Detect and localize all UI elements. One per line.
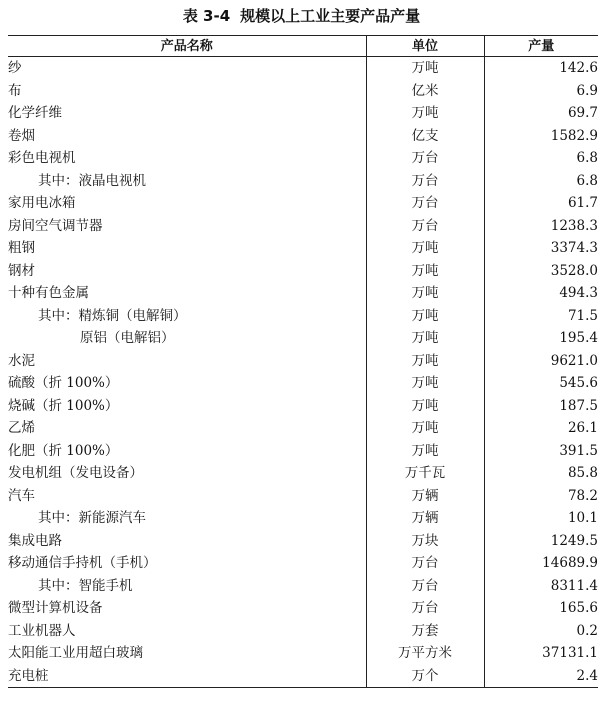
unit-cell: 万平方米	[366, 642, 484, 665]
unit-cell: 亿支	[366, 125, 484, 148]
table-body	[8, 57, 598, 688]
product-name-cell: 家用电冰箱	[8, 195, 76, 211]
product-name-cell: 化学纤维	[8, 105, 62, 121]
output-value-cell: 142.6	[484, 57, 598, 80]
table-row	[8, 147, 598, 170]
table-row	[8, 372, 598, 395]
product-name-cell: 充电桩	[8, 665, 366, 688]
table-title-text: 规模以上工业主要产品产量	[240, 7, 421, 25]
output-value-cell: 1249.5	[484, 530, 598, 553]
product-name-cell: 其中：液晶电视机	[38, 172, 146, 189]
product-name-cell: 乙烯	[8, 420, 35, 436]
product-name-cell: 其中：精炼铜（电解铜）	[38, 307, 187, 324]
output-value-cell: 69.7	[484, 102, 598, 125]
output-value-cell: 14689.9	[484, 552, 598, 575]
output-value-cell: 0.2	[484, 620, 598, 643]
unit-cell: 万台	[366, 552, 484, 575]
output-value-cell: 37131.1	[484, 642, 598, 665]
product-name-cell: 集成电路	[8, 532, 62, 549]
output-value-cell: 78.2	[484, 485, 598, 508]
product-name-cell: 卷烟	[8, 127, 35, 144]
table-row	[8, 260, 598, 283]
unit-cell: 万台	[366, 215, 484, 238]
output-value-cell: 1238.3	[484, 215, 598, 238]
unit-cell: 万套	[366, 620, 484, 643]
product-name-cell: 原铝（电解铝）	[80, 330, 175, 346]
output-value-cell: 71.5	[484, 305, 598, 328]
product-name-cell: 房间空气调节器	[8, 217, 103, 234]
unit-cell: 万吨	[366, 350, 484, 373]
table-row	[8, 462, 598, 485]
unit-cell: 万个	[366, 665, 484, 688]
output-value-cell: 61.7	[484, 192, 598, 215]
output-value-cell: 3528.0	[484, 260, 598, 283]
table-row	[8, 170, 598, 193]
table-row	[8, 305, 598, 328]
unit-cell: 万吨	[366, 440, 484, 463]
table-header-row	[8, 36, 598, 57]
output-value-cell: 187.5	[484, 395, 598, 418]
table-row	[8, 417, 598, 440]
table-row	[8, 575, 598, 598]
product-name-cell: 钢材	[8, 262, 35, 279]
product-name-cell: 其中：新能源汽车	[38, 510, 146, 526]
column-header-unit: 单位	[366, 36, 484, 57]
table-row	[8, 440, 598, 463]
output-value-cell: 2.4	[484, 665, 598, 688]
table-title	[0, 6, 603, 26]
table-row	[8, 485, 598, 508]
table-row	[8, 57, 598, 80]
table-row	[8, 192, 598, 215]
output-value-cell: 3374.3	[484, 237, 598, 260]
table-row	[8, 102, 598, 125]
table-row	[8, 395, 598, 418]
table-row	[8, 530, 598, 553]
product-name-cell: 其中：智能手机	[38, 577, 133, 594]
unit-cell: 万块	[366, 530, 484, 553]
unit-cell: 万吨	[366, 417, 484, 440]
product-name-cell: 彩色电视机	[8, 150, 76, 166]
output-value-cell: 545.6	[484, 372, 598, 395]
unit-cell: 亿米	[366, 80, 484, 103]
output-value-cell: 9621.0	[484, 350, 598, 373]
output-value-cell: 494.3	[484, 282, 598, 305]
unit-cell: 万吨	[366, 57, 484, 80]
unit-cell: 万吨	[366, 372, 484, 395]
product-name-cell: 粗钢	[8, 240, 35, 256]
table-number: 表 3-4	[182, 7, 231, 25]
table-row	[8, 642, 598, 665]
table-row	[8, 282, 598, 305]
product-name-cell: 汽车	[8, 487, 35, 504]
unit-cell: 万台	[366, 170, 484, 193]
unit-cell: 万台	[366, 575, 484, 598]
table-row	[8, 80, 598, 103]
product-name-cell: 工业机器人	[8, 622, 76, 639]
product-name-cell: 十种有色金属	[8, 285, 89, 301]
product-name-cell: 太阳能工业用超白玻璃	[8, 645, 143, 661]
output-value-cell: 391.5	[484, 440, 598, 463]
table-row	[8, 507, 598, 530]
output-value-cell: 1582.9	[484, 125, 598, 148]
table-row	[8, 552, 598, 575]
unit-cell: 万吨	[366, 395, 484, 418]
table-row	[8, 215, 598, 238]
output-value-cell: 165.6	[484, 597, 598, 620]
unit-cell: 万辆	[366, 507, 484, 530]
unit-cell: 万吨	[366, 102, 484, 125]
product-output-table	[8, 35, 598, 688]
product-name-cell: 布	[8, 82, 22, 99]
table-row	[8, 665, 598, 688]
table-row	[8, 237, 598, 260]
unit-cell: 万台	[366, 192, 484, 215]
unit-cell: 万吨	[366, 260, 484, 283]
product-name-cell: 纱	[8, 60, 22, 76]
column-header-value: 产量	[484, 36, 598, 57]
table-row	[8, 125, 598, 148]
unit-cell: 万辆	[366, 485, 484, 508]
column-header-name: 产品名称	[8, 36, 366, 57]
table-row	[8, 350, 598, 373]
output-value-cell: 6.8	[484, 147, 598, 170]
unit-cell: 万台	[366, 597, 484, 620]
product-name-cell: 化肥（折 100%）	[8, 442, 119, 459]
output-value-cell: 6.9	[484, 80, 598, 103]
output-value-cell: 26.1	[484, 417, 598, 440]
unit-cell: 万吨	[366, 327, 484, 350]
unit-cell: 万台	[366, 147, 484, 170]
product-name-cell: 微型计算机设备	[8, 600, 103, 616]
output-value-cell: 195.4	[484, 327, 598, 350]
table-row	[8, 597, 598, 620]
product-name-cell: 烧碱（折 100%）	[8, 397, 119, 414]
output-value-cell: 10.1	[484, 507, 598, 530]
unit-cell: 万吨	[366, 237, 484, 260]
product-name-cell: 水泥	[8, 352, 35, 369]
table-row	[8, 327, 598, 350]
unit-cell: 万吨	[366, 282, 484, 305]
unit-cell: 万吨	[366, 305, 484, 328]
product-name-cell: 移动通信手持机（手机）	[8, 555, 157, 571]
product-name-cell: 硫酸（折 100%）	[8, 375, 119, 391]
output-value-cell: 8311.4	[484, 575, 598, 598]
output-value-cell: 6.8	[484, 170, 598, 193]
table-row	[8, 620, 598, 643]
product-name-cell: 发电机组（发电设备）	[8, 465, 143, 481]
output-value-cell: 85.8	[484, 462, 598, 485]
unit-cell: 万千瓦	[366, 462, 484, 485]
